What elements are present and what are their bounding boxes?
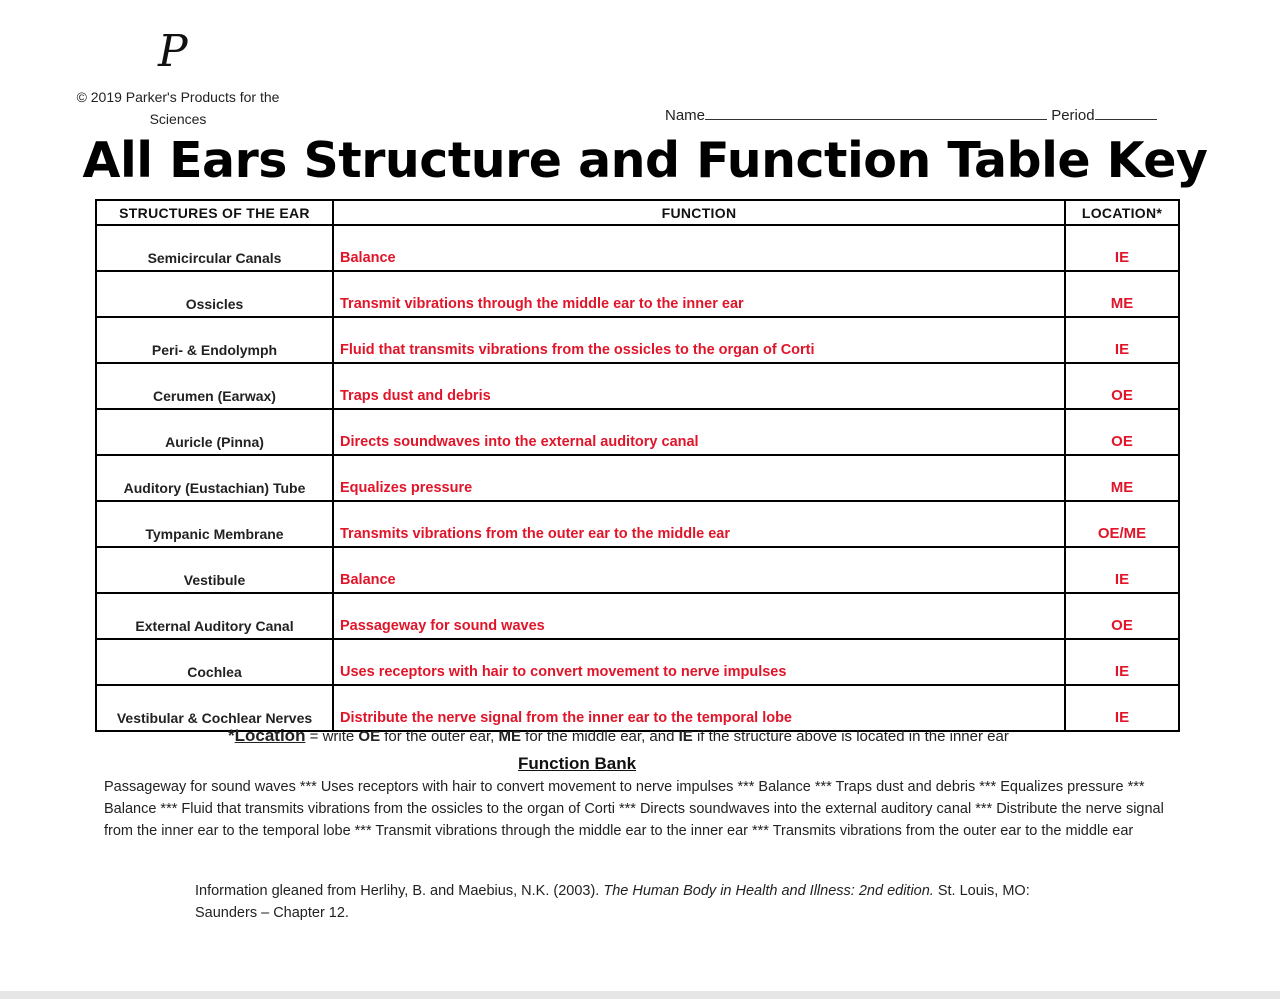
- function-cell: Traps dust and debris: [333, 363, 1065, 409]
- copyright-notice: [48, 86, 308, 130]
- table-row: [96, 685, 1179, 731]
- table-row: [96, 317, 1179, 363]
- structure-cell: Tympanic Membrane: [96, 501, 333, 547]
- location-label: Location: [234, 726, 306, 745]
- structure-cell: Cochlea: [96, 639, 333, 685]
- structure-cell: Vestibule: [96, 547, 333, 593]
- structure-cell: Cerumen (Earwax): [96, 363, 333, 409]
- structure-cell: Auricle (Pinna): [96, 409, 333, 455]
- location-cell: OE: [1065, 409, 1179, 455]
- structure-cell: Semicircular Canals: [96, 225, 333, 271]
- function-cell: Equalizes pressure: [333, 455, 1065, 501]
- period-blank[interactable]: [1095, 105, 1157, 120]
- name-blank[interactable]: [705, 105, 1047, 120]
- structure-cell: Vestibular & Cochlear Nerves: [96, 685, 333, 731]
- location-text-2: for the outer ear,: [380, 728, 499, 745]
- location-text-3: for the middle ear, and: [521, 728, 679, 745]
- header-function: FUNCTION: [333, 200, 1065, 225]
- table-header-row: [96, 200, 1179, 225]
- function-cell: Balance: [333, 225, 1065, 271]
- function-cell: Fluid that transmits vibrations from the ossicles to the organ of Corti: [333, 317, 1065, 363]
- page-title: All Ears Structure and Function Table Key: [82, 132, 1208, 189]
- location-text-4: if the structure above is located in the inner ear: [692, 728, 1009, 745]
- location-cell: ME: [1065, 455, 1179, 501]
- table-row: [96, 501, 1179, 547]
- table-row: [96, 547, 1179, 593]
- location-oe: OE: [358, 728, 381, 745]
- structure-cell: Peri- & Endolymph: [96, 317, 333, 363]
- location-cell: IE: [1065, 317, 1179, 363]
- function-cell: Transmit vibrations through the middle ear to the inner ear: [333, 271, 1065, 317]
- citation-prefix: Information gleaned from Herlihy, B. and Maebius, N.K. (2003).: [195, 883, 604, 899]
- location-cell: ME: [1065, 271, 1179, 317]
- structure-cell: External Auditory Canal: [96, 593, 333, 639]
- period-label: Period: [1051, 107, 1095, 124]
- location-cell: IE: [1065, 639, 1179, 685]
- location-asterisk: *: [228, 726, 235, 745]
- function-bank-text: Passageway for sound waves *** Uses receptors with hair to convert movement to nerve impulses *** Balance *** Traps dust and debris *** Equalizes pressure *** Balance *** Fluid that transmits vibrations from the ossicles to the organ of Corti *** Directs soundwaves into the external auditory canal *** Distribute the nerve signal from the inner ear to the temporal lobe *** Transmit vibrations through the middle ear to the inner ear *** Transmits vibrations from the outer ear to the middle ear: [104, 779, 1164, 839]
- citation-suffix: St. Louis, MO: Saunders – Chapter 12.: [195, 883, 1030, 921]
- structure-cell: Ossicles: [96, 271, 333, 317]
- function-bank-title: Function Bank: [518, 754, 637, 773]
- header-structure: STRUCTURES OF THE EAR: [96, 200, 333, 225]
- citation: [195, 880, 1075, 924]
- location-cell: OE/ME: [1065, 501, 1179, 547]
- table-row: [96, 455, 1179, 501]
- location-cell: IE: [1065, 685, 1179, 731]
- name-label: Name: [665, 107, 706, 124]
- table-row: [96, 409, 1179, 455]
- function-cell: Transmits vibrations from the outer ear to the middle ear: [333, 501, 1065, 547]
- table-row: [96, 225, 1179, 271]
- table-row: [96, 593, 1179, 639]
- function-cell: Directs soundwaves into the external auditory canal: [333, 409, 1065, 455]
- table-row: [96, 363, 1179, 409]
- table-row: [96, 639, 1179, 685]
- location-cell: OE: [1065, 363, 1179, 409]
- structure-cell: Auditory (Eustachian) Tube: [96, 455, 333, 501]
- header-location: LOCATION*: [1065, 200, 1179, 225]
- function-cell: Uses receptors with hair to convert movement to nerve impulses: [333, 639, 1065, 685]
- structure-function-table: [95, 199, 1180, 732]
- logo-letter: P: [158, 26, 188, 77]
- location-me: ME: [498, 728, 521, 745]
- location-text-1: = write: [305, 728, 359, 745]
- function-cell: Distribute the nerve signal from the inner ear to the temporal lobe: [333, 685, 1065, 731]
- table-row: [96, 271, 1179, 317]
- location-note: [228, 726, 1009, 746]
- location-cell: IE: [1065, 225, 1179, 271]
- location-cell: OE: [1065, 593, 1179, 639]
- function-cell: Balance: [333, 547, 1065, 593]
- location-ie: IE: [678, 728, 693, 745]
- copyright-line-2: Sciences: [149, 111, 207, 127]
- function-cell: Passageway for sound waves: [333, 593, 1065, 639]
- page-bottom-bar: [0, 991, 1280, 999]
- location-cell: IE: [1065, 547, 1179, 593]
- copyright-line-1: © 2019 Parker's Products for the: [76, 89, 280, 105]
- name-period-line: [665, 105, 1157, 124]
- citation-book-title: The Human Body in Health and Illness: 2nd edition.: [603, 883, 934, 899]
